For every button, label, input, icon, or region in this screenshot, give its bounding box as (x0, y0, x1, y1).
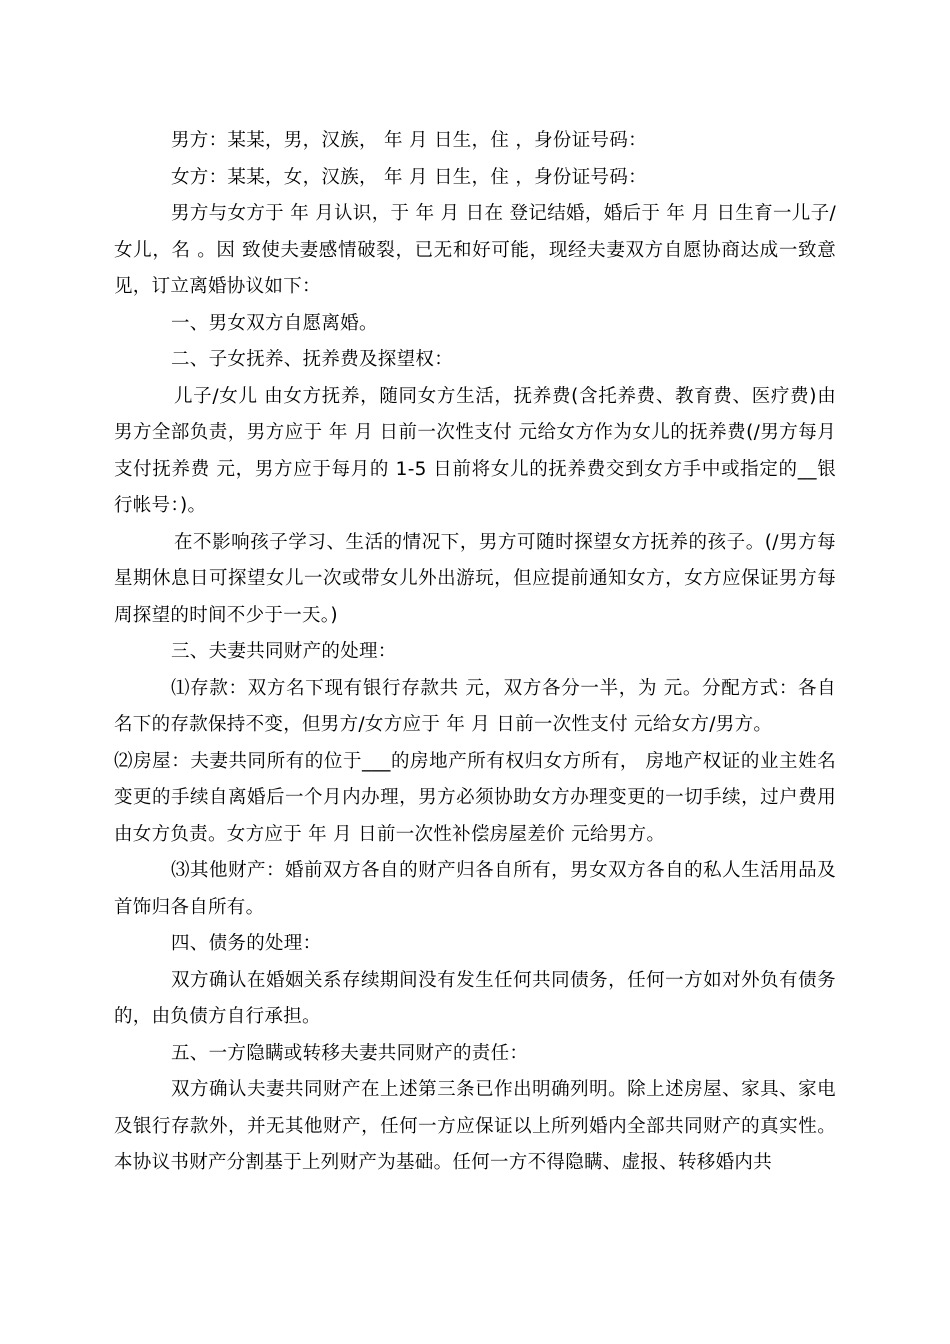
intro-paragraph: 男方与女方于 年 月认识，于 年 月 日在 登记结婚，婚后于 年 月 日生育一儿子/女儿，名 。因 致使夫妻感情破裂，已无和好可能，现经夫妻双方自愿协商达成一致意见，订立离婚协议如下： (114, 203, 836, 297)
document-body (114, 123, 836, 1182)
clause-2-custody-paragraph: 儿子/女儿 由女方抚养，随同女方生活，抚养费(含托养费、教育费、医疗费)由男方全部负责，男方应于 年 月 日前一次性支付 元给女方作为女儿的抚养费(/男方每月支付抚养费 元，男方应于每月的 1-5 日前将女儿的抚养费交到女方手中或指定的__银行帐号：)。 (114, 385, 836, 516)
clause-3-house-paragraph: ⑵房屋：夫妻共同所有的位于___的房地产所有权归女方所有， 房地产权证的业主姓名变更的手续自离婚后一个月内办理，男方必须协助女方办理变更的一切手续，过户费用由女方负责。女方应于 年 月 日前一次性补偿房屋差价 元给男方。 (114, 750, 836, 845)
clause-1-heading: 一、男女双方自愿离婚。 (171, 312, 378, 334)
clause-4-heading: 四、债务的处理： (171, 933, 322, 954)
clause-5-heading: 五、一方隐瞒或转移夫妻共同财产的责任： (171, 1042, 529, 1064)
clause-3-other-paragraph: ⑶其他财产：婚前双方各自的财产归各自所有，男女双方各自的私人生活用品及首饰归各自所有。 (114, 860, 836, 918)
clause-2-heading: 二、子女抚养、抚养费及探望权： (171, 349, 454, 370)
clause-3-heading: 三、夫妻共同财产的处理： (171, 641, 397, 662)
clause-4-body-paragraph: 双方确认在婚姻关系存续期间没有发生任何共同债务，任何一方如对外负有债务的，由负债方自行承担。 (114, 969, 836, 1027)
clause-3-deposit-paragraph: ⑴存款：双方名下现有银行存款共 元，双方各分一半，为 元。分配方式：各自名下的存款保持不变，但男方/女方应于 年 月 日前一次性支付 元给女方/男方。 (114, 677, 836, 735)
female-party-line: 女方：某某，女，汉族， 年 月 日生，住 ，身份证号码： (171, 166, 647, 188)
clause-2-visitation-paragraph: 在不影响孩子学习、生活的情况下，男方可随时探望女方抚养的孩子。(/男方每星期休息日可探望女儿一次或带女儿外出游玩，但应提前通知女方，女方应保证男方每周探望的时间不少于一天。) (114, 531, 836, 626)
male-party-line: 男方：某某，男，汉族， 年 月 日生，住 ，身份证号码： (171, 130, 647, 151)
clause-5-body-paragraph: 双方确认夫妻共同财产在上述第三条已作出明确列明。除上述房屋、家具、家电及银行存款外，并无其他财产，任何一方应保证以上所列婚内全部共同财产的真实性。本协议书财产分割基于上列财产为基础。任何一方不得隐瞒、虚报、转移婚内共 (114, 1079, 836, 1173)
